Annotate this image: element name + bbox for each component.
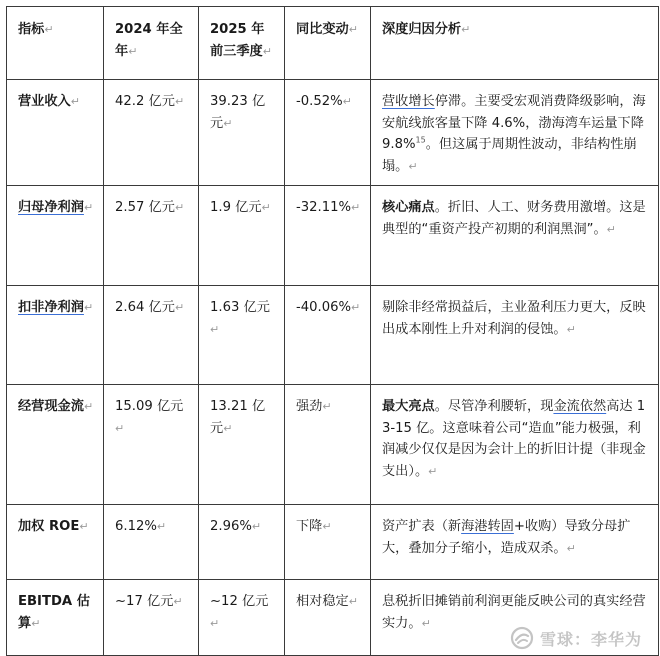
analysis-cell: 息税折旧摊销前利润更能反映公司的真实经营实力。↵ bbox=[371, 580, 659, 656]
metric-cell: 营业收入↵ bbox=[7, 80, 104, 186]
change-cell: 下降↵ bbox=[285, 505, 371, 580]
metric-cell: EBITDA 估算↵ bbox=[7, 580, 104, 656]
table-row bbox=[7, 505, 659, 580]
header-analysis: 深度归因分析↵ bbox=[371, 7, 659, 80]
metric-cell: 归母净利润↵ bbox=[7, 186, 104, 286]
xueqiu-snowball-icon bbox=[510, 626, 534, 650]
stock-link[interactable]: 营收增长 bbox=[382, 94, 435, 109]
table-header-row bbox=[7, 7, 659, 80]
analysis-cell: 核心痛点。折旧、人工、财务费用激增。这是典型的“重资产投产初期的利润黑洞”。↵ bbox=[371, 186, 659, 286]
value-2024-cell: ~17 亿元↵ bbox=[104, 580, 199, 656]
watermark-text: 雪球：李华为 bbox=[539, 629, 642, 649]
header-2025: 2025 年前三季度↵ bbox=[199, 7, 285, 80]
metric-link[interactable]: 归母净利润 bbox=[18, 200, 84, 215]
value-2024-cell: 2.57 亿元↵ bbox=[104, 186, 199, 286]
analysis-cell: 营收增长停滞。主要受宏观消费降级影响，海安航线旅客量下降 4.6%，渤海湾车运量下降 9.8%$^{15}$。但这属于周期性波动，非结构性崩塌。↵ bbox=[371, 80, 659, 186]
stock-link[interactable]: 金流依然 bbox=[553, 399, 607, 414]
value-2025-cell: 39.23 亿元↵ bbox=[199, 80, 285, 186]
metric-cell: 加权 ROE↵ bbox=[7, 505, 104, 580]
value-2025-cell: ~12 亿元↵ bbox=[199, 580, 285, 656]
value-2024-cell: 6.12%↵ bbox=[104, 505, 199, 580]
change-cell: -32.11%↵ bbox=[285, 186, 371, 286]
value-2025-cell: 1.9 亿元↵ bbox=[199, 186, 285, 286]
value-2025-cell: 1.63 亿元↵ bbox=[199, 286, 285, 385]
value-2025-cell: 13.21 亿元↵ bbox=[199, 385, 285, 505]
value-2024-cell: 42.2 亿元↵ bbox=[104, 80, 199, 186]
table-row bbox=[7, 385, 659, 505]
analysis-cell: 资产扩表（新海港转固+收购）导致分母扩大，叠加分子缩小，造成双杀。↵ bbox=[371, 505, 659, 580]
change-cell: -0.52%↵ bbox=[285, 80, 371, 186]
analysis-cell: 剔除非经常损益后，主业盈利压力更大，反映出成本刚性上升对利润的侵蚀。↵ bbox=[371, 286, 659, 385]
value-2024-cell: 2.64 亿元↵ bbox=[104, 286, 199, 385]
table-row bbox=[7, 186, 659, 286]
value-2024-cell: 15.09 亿元↵ bbox=[104, 385, 199, 505]
change-cell: 相对稳定↵ bbox=[285, 580, 371, 656]
metric-cell: 经营现金流↵ bbox=[7, 385, 104, 505]
stock-link[interactable]: 海港转固 bbox=[461, 519, 514, 534]
change-cell: 强劲↵ bbox=[285, 385, 371, 505]
metric-cell: 扣非净利润↵ bbox=[7, 286, 104, 385]
header-metric: 指标↵ bbox=[7, 7, 104, 80]
change-cell: -40.06%↵ bbox=[285, 286, 371, 385]
header-2024: 2024 年全年↵ bbox=[104, 7, 199, 80]
table-row bbox=[7, 286, 659, 385]
metric-link[interactable]: 扣非净利润 bbox=[18, 300, 84, 315]
footnote-ref[interactable]: 15 bbox=[415, 135, 426, 145]
xueqiu-watermark bbox=[510, 626, 642, 650]
financial-analysis-table bbox=[6, 6, 659, 656]
analysis-cell: 最大亮点。尽管净利腰斩，现金流依然高达 13-15 亿。这意味着公司“造血”能力极强，利润减少仅仅是因为会计上的折旧计提（非现金支出）。↵ bbox=[371, 385, 659, 505]
value-2025-cell: 2.96%↵ bbox=[199, 505, 285, 580]
header-change: 同比变动↵ bbox=[285, 7, 371, 80]
table-row bbox=[7, 80, 659, 186]
